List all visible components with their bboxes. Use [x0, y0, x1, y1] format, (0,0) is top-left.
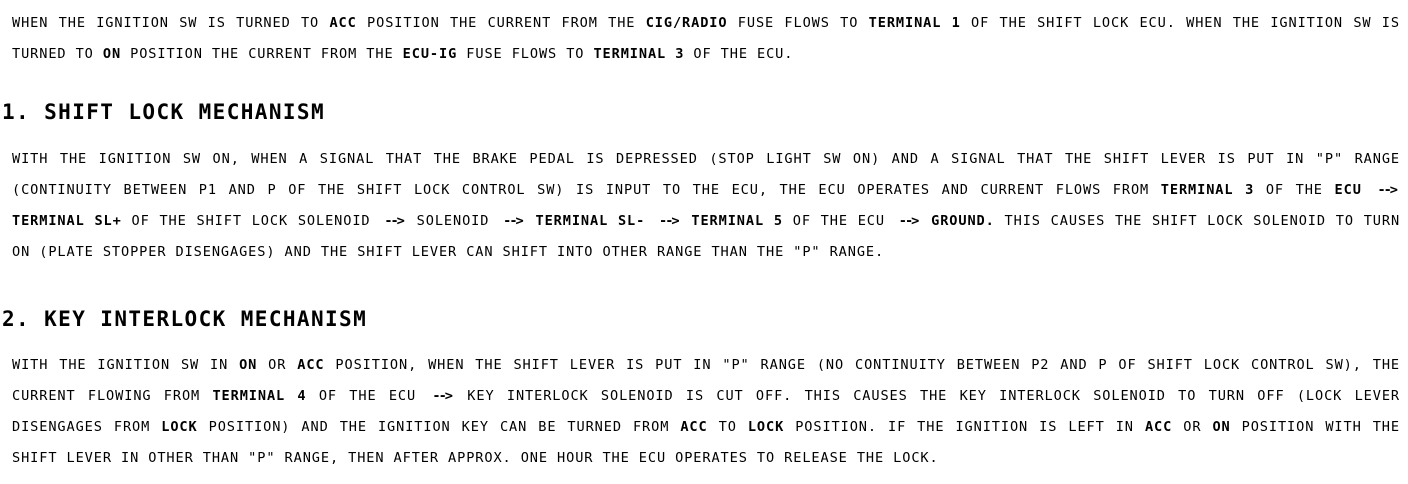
arrow-icon: -->	[659, 212, 678, 229]
shift-lock-keyword: TERMINAL SL-	[535, 212, 646, 229]
shift-lock-text: OF THE	[1265, 181, 1323, 198]
key-interlock-text: POSITION. IF THE IGNITION IS LEFT IN	[795, 418, 1134, 435]
shift-lock-text: SOLENOID	[416, 212, 490, 229]
section-heading-shift-lock: 1. SHIFT LOCK MECHANISM	[2, 100, 325, 124]
intro-text: FUSE FLOWS TO	[737, 14, 859, 31]
key-interlock-keyword: LOCK	[161, 418, 198, 435]
key-interlock-keyword: ON	[239, 356, 258, 373]
section-heading-key-interlock: 2. KEY INTERLOCK MECHANISM	[2, 307, 368, 331]
shift-lock-keyword: TERMINAL 3	[1160, 181, 1255, 198]
shift-lock-keyword: ECU	[1334, 181, 1362, 198]
key-interlock-text: OF THE ECU	[318, 387, 417, 404]
key-interlock-text: OR	[268, 356, 287, 373]
intro-keyword: CIG/RADIO	[645, 14, 728, 31]
key-interlock-keyword: LOCK	[747, 418, 785, 435]
key-interlock-text: TO	[718, 418, 737, 435]
intro-keyword: TERMINAL 3	[593, 45, 685, 62]
key-interlock-keyword: ON	[1212, 418, 1231, 435]
intro-keyword: ECU-IG	[402, 45, 458, 62]
intro-text: WHEN THE IGNITION SW IS TURNED TO	[12, 14, 320, 31]
key-interlock-text: KEY INTERLOCK SOLENOID IS CUT OFF. THIS CAUSES THE KEY INTERLOCK SOLENOID TO TURN OFF (LOCK LEVER DISENGAGES FROM	[12, 387, 1400, 435]
key-interlock-keyword: TERMINAL 4	[212, 387, 307, 404]
intro-text: POSITION THE CURRENT FROM THE	[367, 14, 636, 31]
shift-lock-keyword: GROUND.	[931, 212, 995, 229]
arrow-icon: -->	[432, 387, 451, 404]
shift-lock-text: OF THE SHIFT LOCK SOLENOID	[131, 212, 371, 229]
intro-keyword: ACC	[329, 14, 357, 31]
key-interlock-keyword: ACC	[680, 418, 708, 435]
arrow-icon: -->	[898, 212, 918, 229]
key-interlock-text: POSITION, WHEN THE SHIFT LEVER IS PUT IN "P" RANGE (NO CONTINUITY BETWEEN P2 AND P OF SHIFT LOCK CONTROL SW), THE CURRENT FLOWING FROM	[12, 356, 1400, 404]
key-interlock-text: OR	[1183, 418, 1202, 435]
shift-lock-keyword: TERMINAL SL+	[12, 212, 122, 229]
arrow-icon: -->	[503, 212, 522, 229]
key-interlock-text: WITH THE IGNITION SW IN	[12, 356, 229, 373]
key-interlock-paragraph	[12, 350, 1400, 474]
arrow-icon: -->	[1377, 181, 1396, 198]
shift-lock-paragraph	[12, 144, 1400, 268]
intro-paragraph	[12, 8, 1400, 70]
arrow-icon: -->	[384, 212, 403, 229]
shift-lock-text: OF THE ECU	[792, 212, 885, 229]
key-interlock-keyword: ACC	[1144, 418, 1173, 435]
intro-keyword: ON	[102, 45, 122, 62]
intro-keyword: TERMINAL 1	[868, 14, 961, 31]
key-interlock-text: POSITION WITH THE SHIFT LEVER IN OTHER THAN "P" RANGE, THEN AFTER APPROX. ONE HOUR THE ECU OPERATES TO RELEASE THE LOCK.	[12, 418, 1400, 466]
intro-text: OF THE SHIFT LOCK ECU. WHEN THE IGNITION SW IS TURNED TO	[12, 14, 1400, 62]
intro-text: OF THE ECU.	[693, 45, 794, 62]
shift-lock-keyword: TERMINAL 5	[691, 212, 783, 229]
key-interlock-text: POSITION) AND THE IGNITION KEY CAN BE TURNED FROM	[208, 418, 670, 435]
shift-lock-text: THIS CAUSES THE SHIFT LOCK SOLENOID TO TURN ON (PLATE STOPPER DISENGAGES) AND THE SHIFT LEVER CAN SHIFT INTO OTHER RANGE THAN THE "P" RANGE.	[12, 212, 1401, 260]
shift-lock-text: WITH THE IGNITION SW ON, WHEN A SIGNAL THAT THE BRAKE PEDAL IS DEPRESSED (STOP LIGHT SW ON) AND A SIGNAL THAT THE SHIFT LEVER IS PUT IN "P" RANGE (CONTINUITY BETWEEN P1 AND P OF THE SHIFT LOCK CONTROL SW) IS INPUT TO THE ECU, THE ECU OPERATES AND CURRENT FLOWS FROM	[12, 150, 1400, 198]
intro-text: POSITION THE CURRENT FROM THE	[130, 45, 394, 62]
intro-text: FUSE FLOWS TO	[466, 45, 585, 62]
key-interlock-keyword: ACC	[297, 356, 325, 373]
